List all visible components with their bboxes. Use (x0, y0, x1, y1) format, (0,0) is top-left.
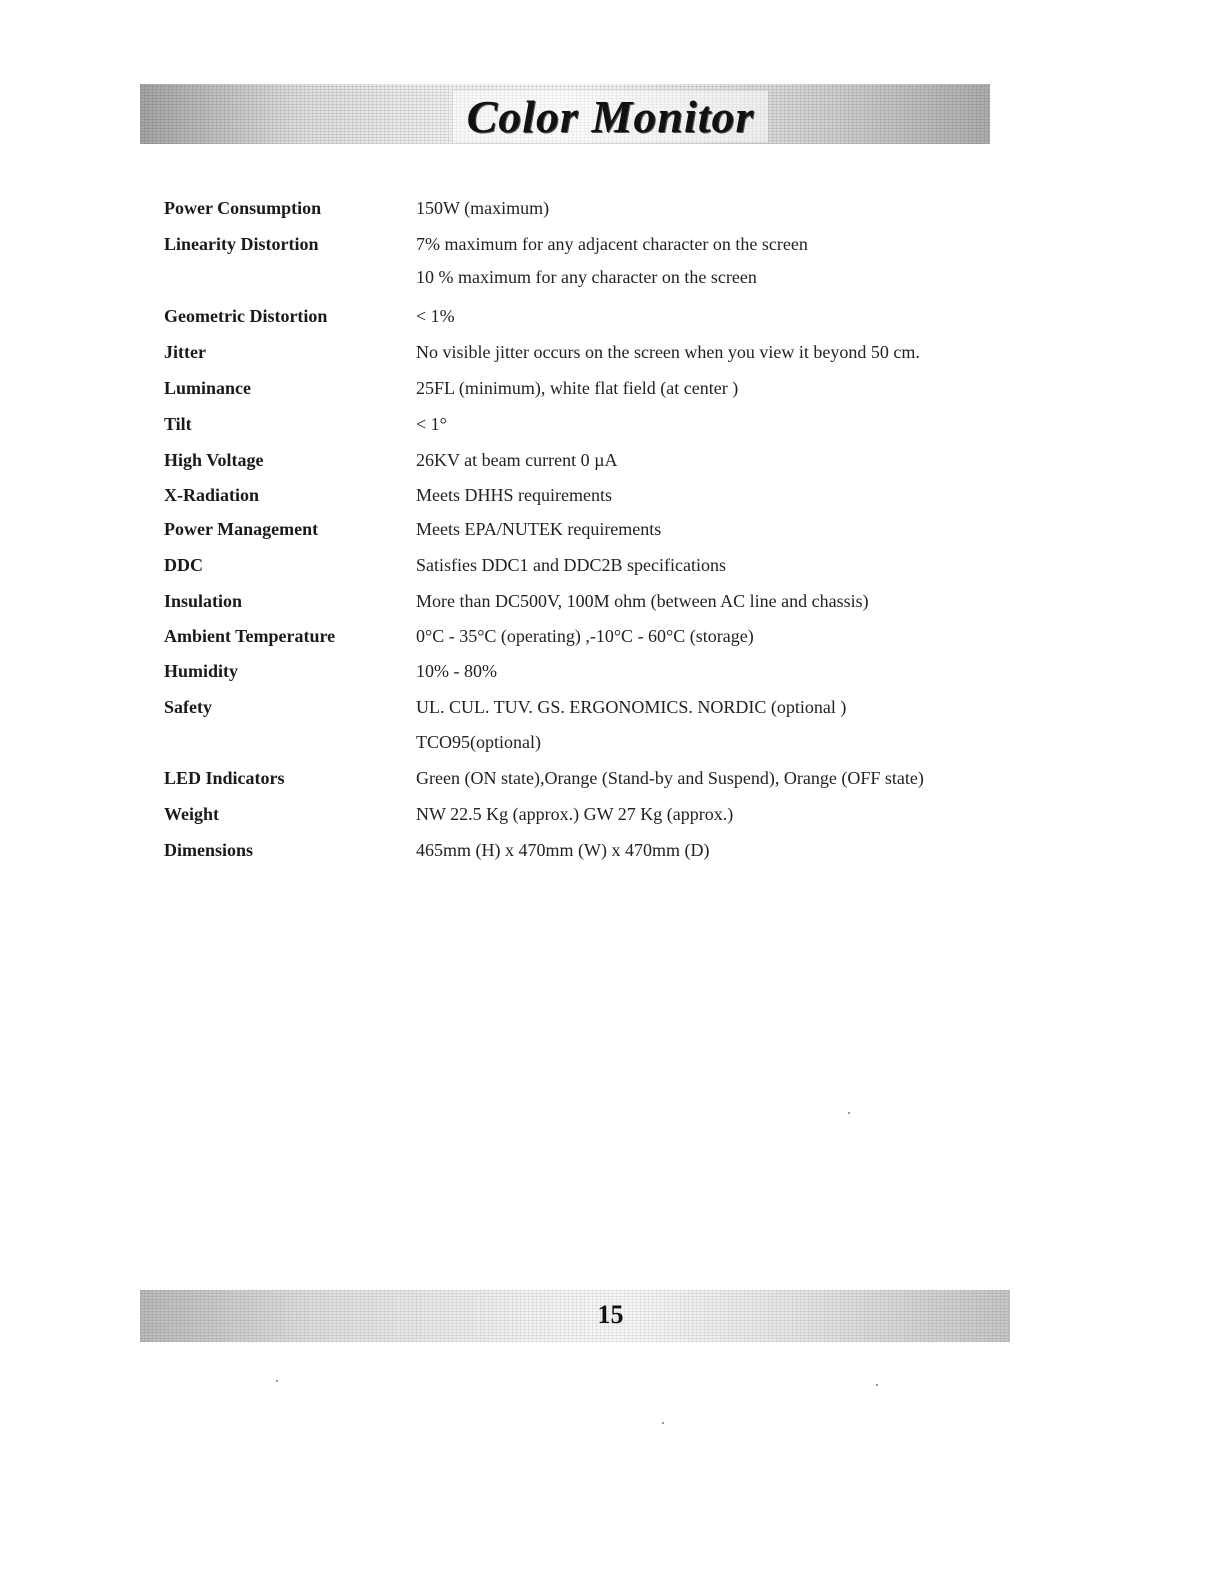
spec-label: Ambient Temperature (164, 626, 336, 646)
spec-value: UL. CUL. TUV. GS. ERGONOMICS. NORDIC (optional ) (416, 697, 847, 717)
spec-row (0, 730, 1221, 760)
spec-value: NW 22.5 Kg (approx.) GW 27 Kg (approx.) (416, 804, 734, 824)
spec-row (0, 695, 1221, 725)
page-title (0, 91, 1221, 142)
spec-label: Linearity Distortion (164, 234, 319, 254)
spec-label: Geometric Distortion (164, 306, 328, 326)
spec-value: 25FL (minimum), white flat field (at center ) (416, 378, 739, 398)
spec-row (0, 448, 1221, 478)
spec-row (0, 624, 1221, 654)
spec-row (0, 802, 1221, 832)
spec-value: 10% - 80% (416, 661, 497, 681)
spec-row (0, 553, 1221, 583)
spec-value: 26KV at beam current 0 µA (416, 450, 618, 470)
spec-value: 465mm (H) x 470mm (W) x 470mm (D) (416, 840, 710, 860)
spec-value: 150W (maximum) (416, 198, 550, 218)
spec-row (0, 589, 1221, 619)
spec-row (0, 304, 1221, 334)
spec-label: Safety (164, 697, 212, 717)
page-title-text: Color Monitor (453, 91, 769, 142)
spec-value: 10 % maximum for any character on the screen (416, 267, 757, 287)
spec-row (0, 232, 1221, 262)
spec-label: Tilt (164, 414, 192, 434)
spec-value: 7% maximum for any adjacent character on the screen (416, 234, 808, 254)
spec-value: Meets DHHS requirements (416, 485, 612, 505)
spec-label: Dimensions (164, 840, 254, 860)
spec-label: DDC (164, 555, 203, 575)
spec-value: < 1% (416, 306, 455, 326)
spec-value: 0°C - 35°C (operating) ,-10°C - 60°C (storage) (416, 626, 754, 646)
spec-value: Satisfies DDC1 and DDC2B specifications (416, 555, 726, 575)
spec-row (0, 659, 1221, 689)
spec-row (0, 838, 1221, 868)
spec-label: LED Indicators (164, 768, 285, 788)
spec-value: Meets EPA/NUTEK requirements (416, 519, 662, 539)
spec-label: Insulation (164, 591, 243, 611)
spec-row (0, 196, 1221, 226)
spec-label: Weight (164, 804, 220, 824)
spec-row (0, 517, 1221, 547)
spec-label: Power Consumption (164, 198, 322, 218)
speck (662, 1422, 664, 1424)
speck (848, 1112, 850, 1114)
spec-row (0, 483, 1221, 513)
spec-label: Jitter (164, 342, 206, 362)
spec-value: More than DC500V, 100M ohm (between AC line and chassis) (416, 591, 869, 611)
spec-label: Luminance (164, 378, 252, 398)
speck (276, 1380, 278, 1382)
spec-value: Green (ON state),Orange (Stand-by and Suspend), Orange (OFF state) (416, 768, 924, 788)
spec-label: X-Radiation (164, 485, 260, 505)
spec-row (0, 412, 1221, 442)
page-number: 15 (597, 1300, 624, 1329)
spec-label: High Voltage (164, 450, 264, 470)
spec-row (0, 265, 1221, 295)
spec-label: Humidity (164, 661, 239, 681)
spec-label: Power Management (164, 519, 319, 539)
spec-row (0, 376, 1221, 406)
spec-row (0, 766, 1221, 796)
spec-value: < 1° (416, 414, 447, 434)
speck (876, 1384, 878, 1386)
spec-row (0, 340, 1221, 370)
spec-value: No visible jitter occurs on the screen when you view it beyond 50 cm. (416, 342, 920, 362)
spec-value: TCO95(optional) (416, 732, 541, 752)
